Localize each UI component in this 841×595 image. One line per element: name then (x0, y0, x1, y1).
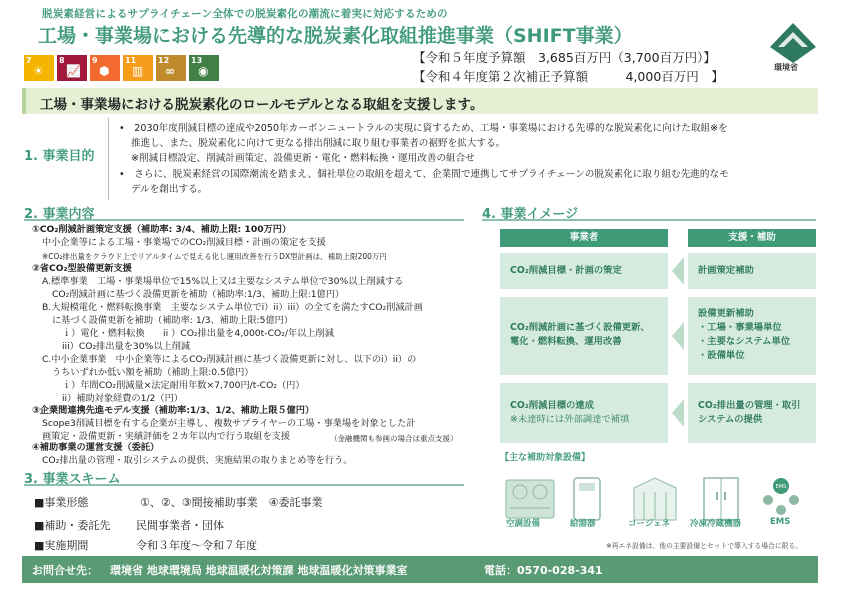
section3-title: 3. 事業スキーム (24, 472, 121, 487)
step-text: ・工場・事業場単位 (698, 322, 782, 333)
sdg-8-icon: 8 📈 (57, 55, 87, 81)
section1-line: ※削減目標設定、削減計画策定、設備更新・電化・燃料転換・運用改善の組合せ (131, 153, 475, 164)
equipment-label: 冷凍冷蔵機器 (690, 519, 742, 529)
step-text: 電化・燃料転換、運用改善 (510, 336, 622, 347)
banner-text: 工場・事業場における脱炭素化のロールモデルとなる取組を支援します。 (40, 97, 484, 113)
step-text: CO₂排出量の管理・取引 (698, 400, 801, 411)
support-step-equipment (688, 297, 816, 375)
section1-line: デルを創出する。 (131, 184, 208, 195)
section4-divider (482, 219, 816, 221)
contact-organization: 環境省 地球環境局 地球温暖化対策課 地球温暖化対策事業室 (110, 564, 408, 577)
section4-title: 4. 事業イメージ (482, 207, 579, 222)
section2-line: ｉ）電化・燃料転換 ii ）CO₂排出量を4,000t-CO₂/年以上削減 (62, 328, 334, 339)
step-text: ・主要なシステム単位 (698, 336, 791, 347)
page-header (0, 0, 841, 86)
scheme-label: ■実施期間 (34, 539, 89, 552)
section3-divider (24, 484, 464, 486)
business-step-achievement (500, 383, 668, 443)
scheme-value: ①、②、③間接補助事業 ④委託事業 (140, 496, 323, 509)
support-step-plan (688, 253, 816, 289)
sdg-11-icon: 11 ▥ (123, 55, 153, 81)
step-text: 設備更新補助 (698, 308, 754, 319)
section1-line: 推進し、また、脱炭素化に向けて更なる排出削減に取り組む事業者の裾野を拡大する。 (131, 138, 506, 149)
business-step-plan (500, 253, 668, 289)
ministry-name: 環境省 (774, 63, 798, 72)
section2-line: ※CO₂排出量をクラウド上でリアルタイムで見える化し運用改善を行うDX型計画は、補助上限200万円 (42, 252, 387, 261)
scheme-label: ■補助・委託先 (34, 519, 111, 532)
sdg-icons (24, 55, 219, 81)
section1-line: • 2030年度削減目標の達成や2050年カーボンニュートラルの実現に資するため、工場・事業場における先導的な脱炭素化に向けた取組※を (119, 123, 728, 134)
section2-line: うちいずれか低い額を補助（補助上限:0.5億円） (52, 367, 254, 378)
section1-line: • さらに、脱炭素経営の国際潮流を踏まえ、個社単位の取組を超えて、企業間で連携してサプライチェーンの脱炭素化に取り組む先進的なモ (119, 169, 729, 180)
section2-line: ②省CO₂型設備更新支援 (32, 263, 132, 274)
section2-line: B.大規模電化・燃料転換事業 主要なシステム単位でi）ii）iii）の全てを満たすCO₂削減計画 (42, 302, 423, 313)
section2-line: C.中小企業事業 中小企業等によるCO₂削減計画に基づく設備更新に対し、以下のi）ii）の (42, 354, 417, 365)
sdg-9-icon: 9 ⬢ (90, 55, 120, 81)
section2-line: ｉ）年間CO₂削減量×法定耐用年数×7,700円/t-CO₂（円） (62, 380, 305, 391)
contact-footer (22, 556, 818, 583)
section2-line: 中小企業等による工場・事業場でのCO₂削減目標・計画の策定を支援 (42, 237, 326, 248)
scheme-value: 民間事業者・団体 (136, 519, 224, 532)
section2-title: 2. 事業内容 (24, 207, 95, 222)
budget-r5: 【令和５年度予算額 3,685百万円（3,700百万円）】 (413, 50, 716, 65)
step-text: 計画策定補助 (698, 265, 754, 276)
equipment-label: 給湯器 (570, 519, 596, 529)
equipment-note: ※再エネ設備は、他の主要設備とセットで導入する場合に限る。 (606, 542, 803, 550)
section2-line: に基づく設備更新を補助（補助率: 1/3、補助上限:5億円） (52, 315, 294, 326)
section1-body (108, 118, 816, 200)
contact-phone[interactable]: 電話：0570-028-341 (484, 564, 603, 577)
column-header-support: 支援・補助 (688, 229, 816, 247)
scheme-label: ■事業形態 (34, 496, 89, 509)
sdg-13-icon: 13 ◉ (189, 55, 219, 81)
page-subtitle: 脱炭素経営によるサプライチェーン全体での脱炭素化の潮流に着実に対応するための (42, 8, 448, 20)
svg-text:EMS: EMS (775, 484, 787, 490)
step-text: CO₂削減目標の達成 (510, 400, 594, 411)
sdg-7-icon: 7 ☀ (24, 55, 54, 81)
arrow-left-icon (672, 322, 684, 350)
section1-title: 1. 事業目的 (24, 149, 95, 164)
support-step-system (688, 383, 816, 443)
equipment-label: コージェネ (628, 519, 671, 529)
equipment-title: 【主な補助対象設備】 (500, 453, 591, 463)
section2-line: ①CO₂削減計画策定支援（補助率: 3/4、補助上限: 100万円） (32, 224, 292, 235)
page-title: 工場・事業場における先導的な脱炭素化取組推進事業（SHIFT事業） (38, 25, 633, 47)
section2-divider (24, 219, 464, 221)
section2-line: ③企業間連携先進モデル支援（補助率:1/3、1/2、補助上限５億円） (32, 405, 315, 416)
summary-banner (22, 88, 818, 114)
equipment-label: 空調設備 (506, 519, 541, 529)
section2-line: ii）補助対象経費の1/2（円） (62, 393, 183, 404)
business-step-equipment (500, 297, 668, 375)
section2-line: CO₂排出量の管理・取引システムの提供、実施結果の取りまとめ等を行う。 (42, 455, 353, 466)
step-text: ※未達時には外部調達で補填 (510, 414, 630, 425)
section2-line: iii）CO₂排出量を30%以上削減 (62, 341, 191, 352)
budget-r4: 【令和４年度第２次補正予算額 4,000百万円 】 (413, 69, 724, 84)
scheme-value: 令和３年度～令和７年度 (136, 539, 257, 552)
section2-line: CO₂削減計画に基づく設備更新を補助（補助率:1/3、補助上限:1億円） (52, 289, 345, 300)
contact-label: お問合せ先： (32, 564, 98, 577)
arrow-left-icon (672, 399, 684, 427)
section2-line: （金融機関も参画の場合は重点支援） (330, 434, 458, 443)
section2-line: ④補助事業の運営支援（委託） (32, 442, 160, 453)
step-text: ・設備単位 (698, 350, 745, 361)
section2-line: A.標準事業 工場・事業場単位で15%以上又は主要なシステム単位で30%以上削減する (42, 276, 404, 287)
sdg-12-icon: 12 ∞ (156, 55, 186, 81)
step-text: システムの提供 (698, 414, 763, 425)
equipment-label: EMS (770, 517, 791, 527)
step-text: CO₂削減計画に基づく設備更新、 (510, 322, 650, 333)
section2-line: Scope3削減目標を有する企業が主導し、複数サプライヤーの工場・事業場を対象とした計 (42, 418, 416, 429)
column-header-business: 事業者 (500, 229, 668, 247)
step-text: CO₂削減目標・計画の策定 (510, 265, 622, 276)
section2-line: 画策定・設備更新・実績評価を２カ年以内で行う取組を支援 (42, 431, 291, 442)
arrow-left-icon (672, 257, 684, 285)
